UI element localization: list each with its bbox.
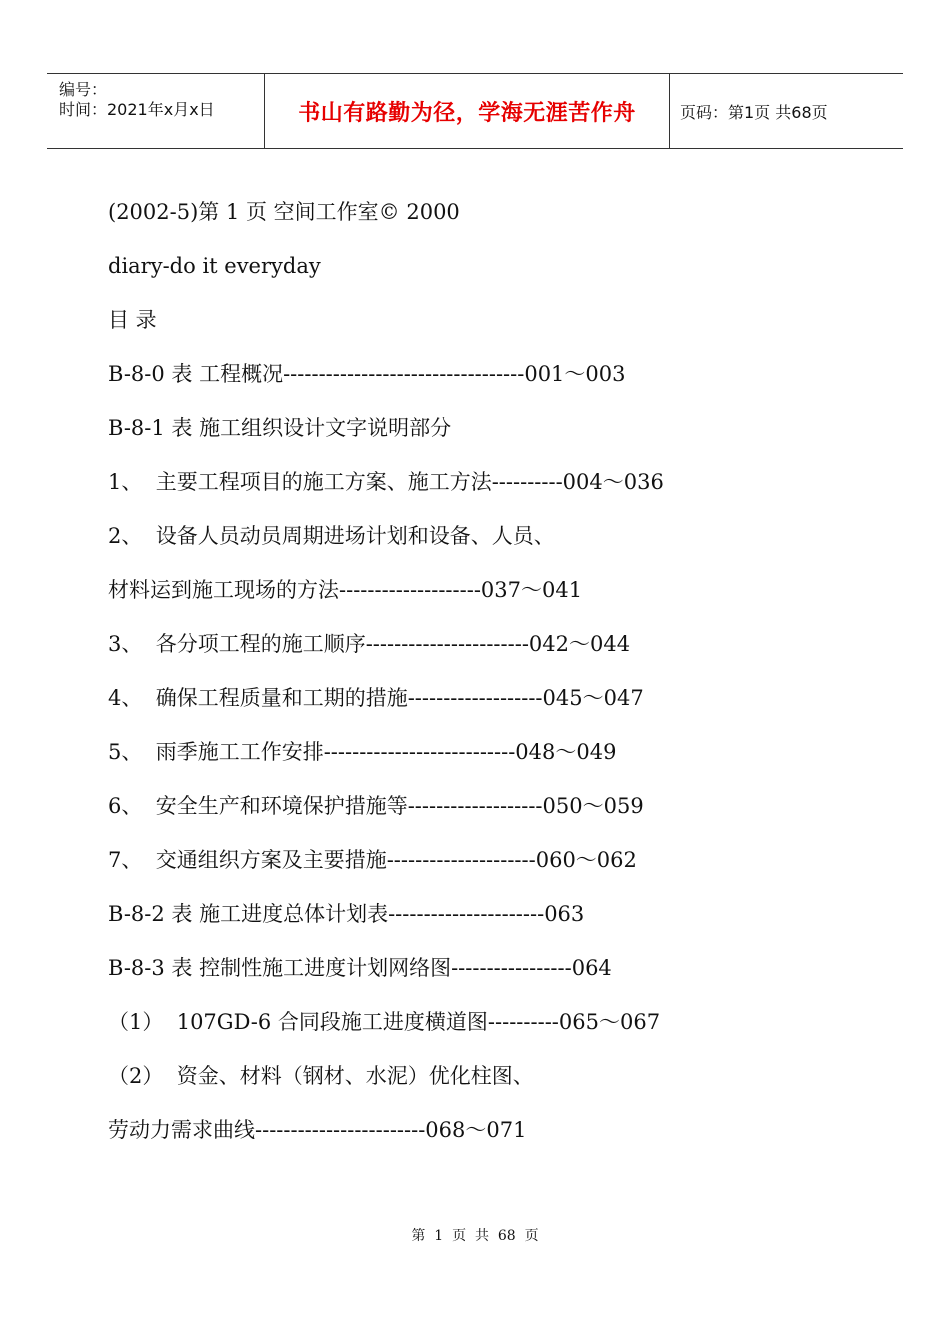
toc-entry: B-8-0 表 工程概况----------------------------------001～003 [108,362,626,386]
number-label: 编号： [59,80,108,99]
toc-entry: （2） 资金、材料（钢材、水泥）优化柱图、 [108,1064,534,1088]
toc-entry: （1） 107GD-6 合同段施工进度横道图----------065～067 [108,1010,661,1034]
page-footer: 第 1 页 共 68 页 [411,1228,539,1244]
toc-entry: B-8-3 表 控制性施工进度计划网络图-----------------064 [108,956,612,980]
page-header [47,73,903,149]
time-label: 时间：2021年x月x日 [59,100,215,119]
toc-entry: B-8-2 表 施工进度总体计划表----------------------063 [108,902,585,926]
motto-text: 书山有路勤为径，学海无涯苦作舟 [298,100,636,126]
toc-heading: 目 录 [108,308,157,332]
toc-entry: 7、 交通组织方案及主要措施---------------------060～062 [108,848,637,872]
toc-entry: B-8-1 表 施工组织设计文字说明部分 [108,416,452,440]
toc-entry: 5、 雨季施工工作安排---------------------------048～049 [108,740,617,764]
header-info-cell [47,74,265,148]
doc-tagline: diary-do it everyday [108,254,321,278]
page-code: 页码：第1页 共68页 [680,102,828,122]
toc-entry: 1、 主要工程项目的施工方案、施工方法----------004～036 [108,470,664,494]
header-page-cell [670,74,903,148]
toc-entry: 2、 设备人员动员周期进场计划和设备、人员、 [108,524,555,548]
toc-entry: 6、 安全生产和环境保护措施等-------------------050～059 [108,794,644,818]
toc-entry: 3、 各分项工程的施工顺序-----------------------042～044 [108,632,631,656]
header-motto-cell [265,74,670,148]
toc-entry: 材料运到施工现场的方法--------------------037～041 [108,578,583,602]
toc-entry: 4、 确保工程质量和工期的措施-------------------045～047 [108,686,644,710]
toc-entry: 劳动力需求曲线------------------------068～071 [108,1118,527,1142]
doc-subtitle: (2002-5)第 1 页 空间工作室© 2000 [108,200,460,224]
